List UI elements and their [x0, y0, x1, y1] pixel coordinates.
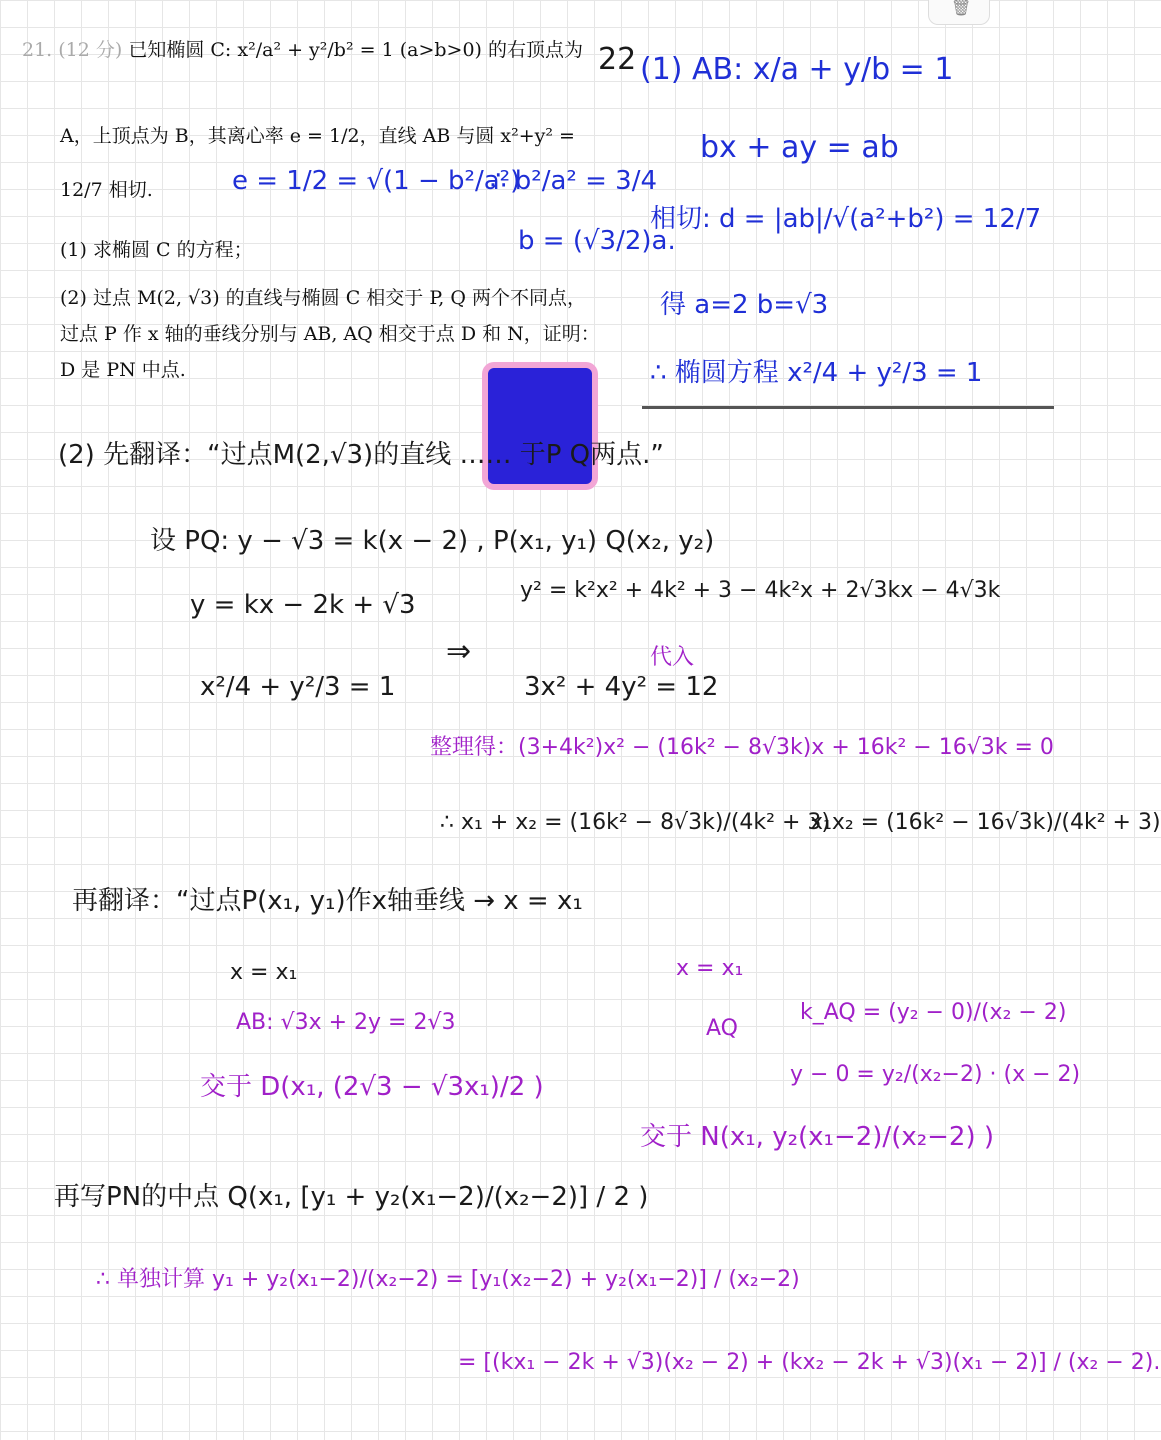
note-expand: y² = k²x² + 4k² + 3 − 4k²x + 2√3kx − 4√3k: [520, 578, 1001, 603]
note-system-d1: x = x₁: [230, 960, 298, 985]
arrow-implies: ⇒: [446, 634, 472, 669]
note-product: x₁x₂ = (16k² − 16√3k)/(4k² + 3): [810, 810, 1161, 835]
note-midpoint: 再写PN的中点 Q(x₁, [y₁ + y₂(x₁−2)/(x₂−2)] / 2 ): [54, 1182, 649, 1212]
problem-part-2: (2) 过点 M(2, √3) 的直线与椭圆 C 相交于 P, Q 两个不同点，过点 P 作 x 轴的垂线分别与 AB, AQ 相交于点 D 和 N，证明：D 是 PN 中点.: [60, 287, 600, 382]
note-k-aq: k_AQ = (y₂ − 0)/(x₂ − 2): [800, 1000, 1067, 1025]
problem-part-1: (1) 求椭圆 C 的方程；: [60, 239, 253, 261]
note-ab-line: (1) AB: x/a + y/b = 1: [640, 52, 954, 87]
problem-22-header: 22: [598, 42, 637, 77]
note-substitute-label: 代入: [650, 645, 695, 670]
note-b-eq: b = (√3/2)a.: [518, 226, 676, 256]
note-retranslate: 再翻译：“过点P(x₁, y₁)作x轴垂线 → x = x₁: [72, 886, 583, 916]
note-calc: ∴ 单独计算 y₁ + y₂(x₁−2)/(x₂−2) = [y₁(x₂−2) + y₂(x₁−2)] / (x₂−2): [96, 1267, 800, 1292]
note-system-ellipse: x²/4 + y²/3 = 1: [200, 672, 396, 702]
note-tangent: 相切: d = |ab|/√(a²+b²) = 12/7: [650, 204, 1042, 234]
divider-line: [642, 406, 1054, 409]
note-substitute: 3x² + 4y² = 12: [524, 672, 719, 702]
note-d-point: 交于 D(x₁, (2√3 − √3x₁)/2 ): [200, 1072, 544, 1102]
note-solve: 得 a=2 b=√3: [660, 290, 829, 320]
note-eccentricity: e = 1/2 = √(1 − b²/a²): [232, 166, 521, 196]
trash-icon[interactable]: 🗑: [928, 0, 990, 25]
note-arranged: 整理得：(3+4k²)x² − (16k² − 8√3k)x + 16k² − 16√3k = 0: [430, 735, 1054, 760]
note-aq-line: y − 0 = y₂/(x₂−2) · (x − 2): [790, 1062, 1081, 1087]
problem-line-2: A，上顶点为 B，其离心率 e = 1/2，直线 AB 与圆 x²+y² =: [60, 125, 575, 147]
note-ratio: ∴ b²/a² = 3/4: [490, 166, 658, 196]
note-system-line: y = kx − 2k + √3: [190, 590, 416, 620]
note-ellipse-eq: ∴ 椭圆方程 x²/4 + y²/3 = 1: [650, 358, 983, 388]
note-system-n1: x = x₁: [676, 956, 744, 981]
note-n-point: 交于 N(x₁, y₂(x₁−2)/(x₂−2) ): [640, 1122, 995, 1152]
note-part2-intro: (2) 先翻译：“过点M(2,√3)的直线 …… 于P Q两点.”: [58, 440, 664, 470]
problem-line-1: 21. (12 分) 已知椭圆 C: x²/a² + y²/b² = 1 (a>b>0) 的右顶点为: [22, 39, 583, 61]
problem-line-3: 12/7 相切.: [60, 179, 153, 201]
note-calc2: = [(kx₁ − 2k + √3)(x₂ − 2) + (kx₂ − 2k + √3)(x₁ − 2)] / (x₂ − 2).: [458, 1350, 1161, 1375]
note-ab-general: bx + ay = ab: [700, 130, 899, 165]
note-system-d2: AB: √3x + 2y = 2√3: [236, 1010, 456, 1035]
note-sum: ∴ x₁ + x₂ = (16k² − 8√3k)/(4k² + 3): [440, 810, 830, 835]
note-system-n-label: AQ: [706, 1016, 738, 1041]
note-set-pq: 设 PQ: y − √3 = k(x − 2) , P(x₁, y₁) Q(x₂, y₂): [150, 526, 715, 556]
